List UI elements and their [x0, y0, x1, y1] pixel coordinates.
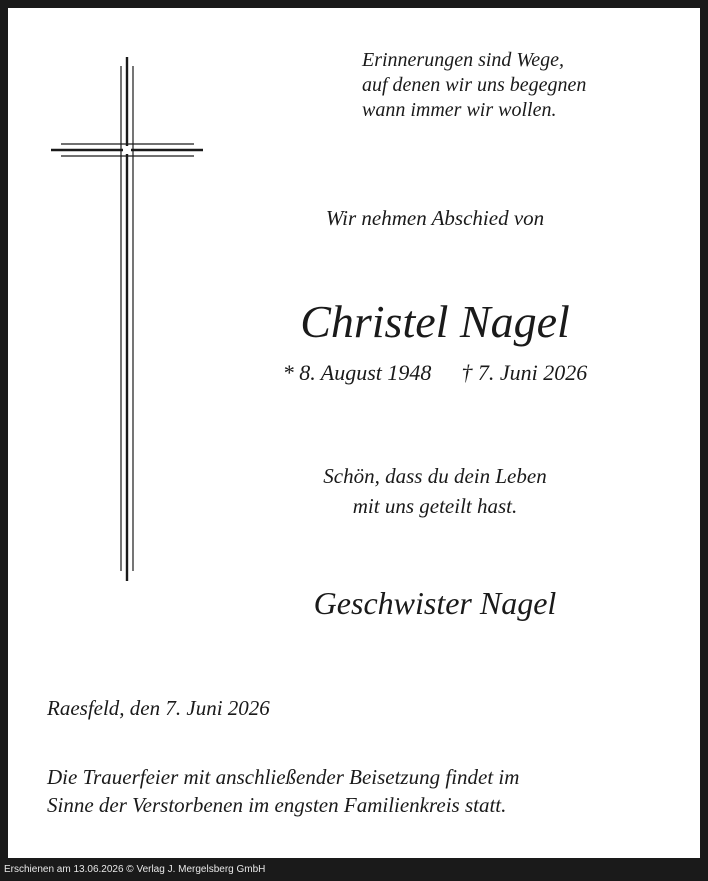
death-date: † 7. Juni 2026 [461, 360, 588, 385]
notice-line: Sinne der Verstorbenen im engsten Familienkreis statt. [47, 793, 507, 817]
memorial-saying [240, 461, 630, 521]
notice-line: Die Trauerfeier mit anschließender Beisetzung findet im [47, 765, 520, 789]
quote-line: wann immer wir wollen. [362, 99, 557, 121]
saying-line: Schön, dass du dein Leben [323, 464, 547, 488]
christian-cross-icon [51, 57, 203, 581]
deceased-name: Christel Nagel [300, 296, 570, 347]
birth-date: * 8. August 1948 [282, 360, 432, 385]
life-dates [240, 360, 630, 386]
publication-footer: Erschienen am 13.06.2026 © Verlag J. Mergelsberg GmbH [4, 864, 266, 875]
funeral-notice [47, 763, 687, 819]
obituary-card [8, 8, 700, 858]
saying-line: mit uns geteilt hast. [352, 494, 518, 518]
place-and-date: Raesfeld, den 7. Juni 2026 [47, 696, 270, 720]
farewell-intro: Wir nehmen Abschied von [325, 206, 545, 230]
memorial-quote [362, 48, 682, 123]
quote-line: Erinnerungen sind Wege, [362, 49, 565, 71]
quote-line: auf denen wir uns begegnen [362, 74, 587, 96]
mourners-signature: Geschwister Nagel [313, 585, 557, 621]
